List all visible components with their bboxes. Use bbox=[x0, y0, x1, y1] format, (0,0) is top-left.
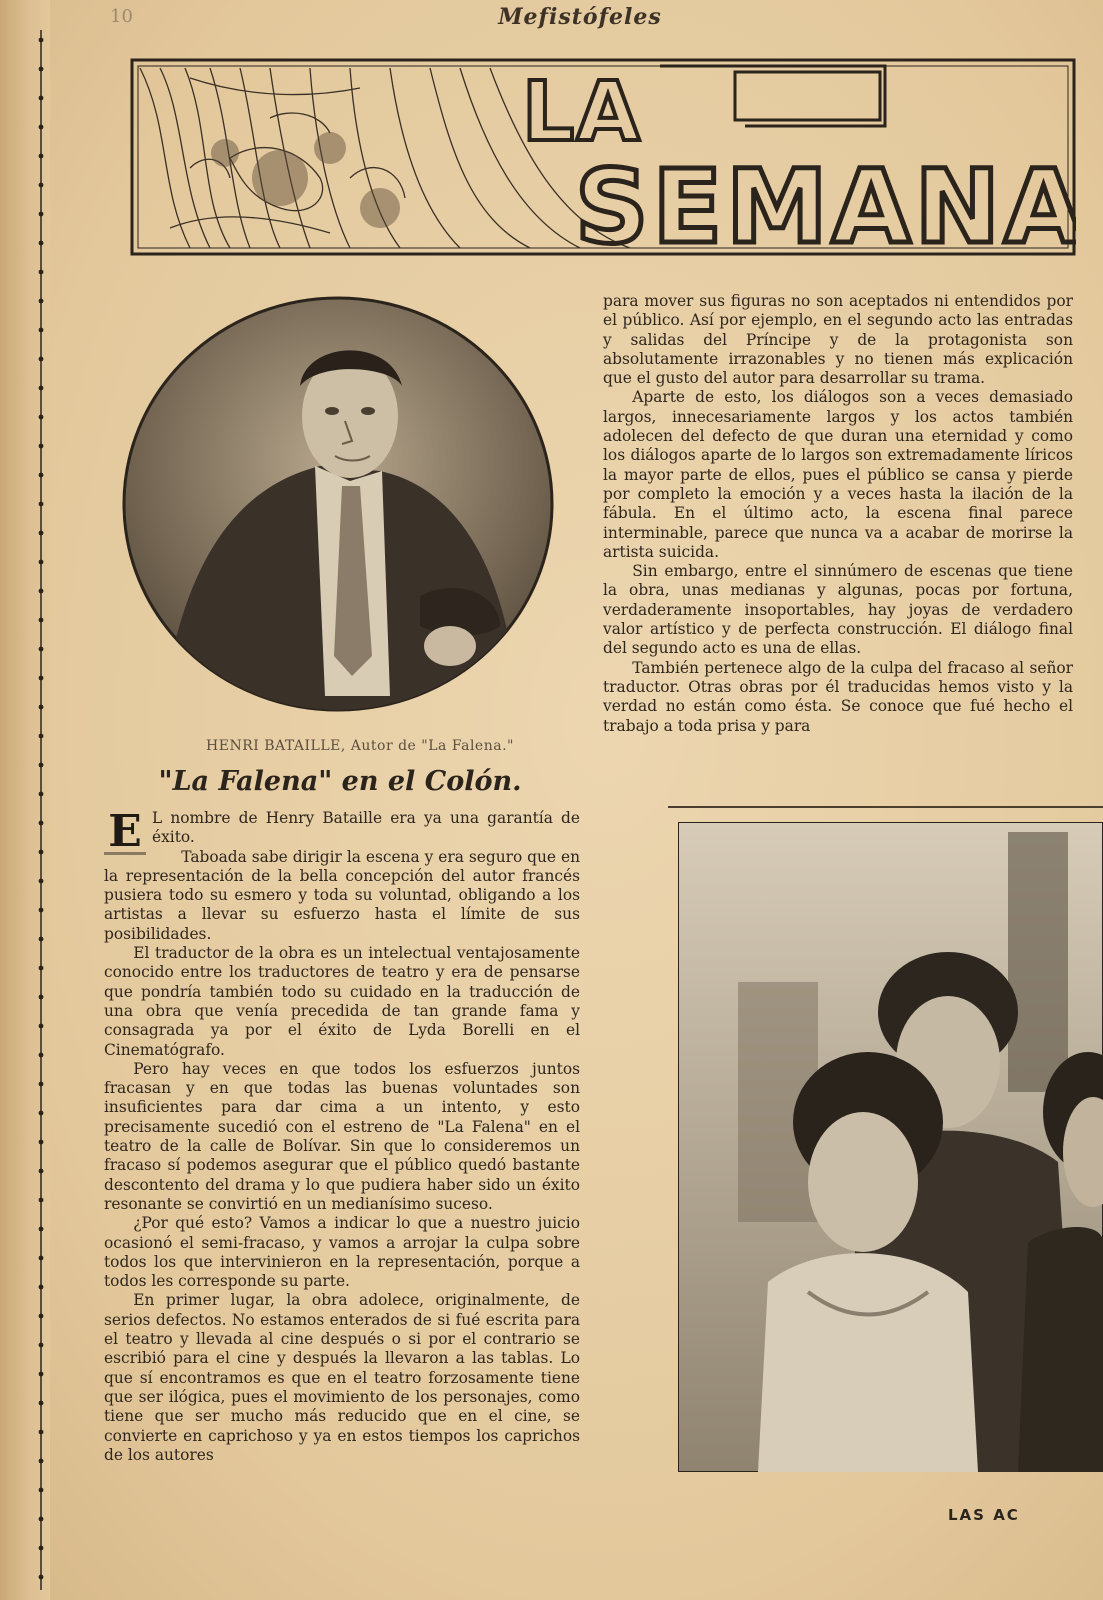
stitch-dot bbox=[39, 560, 44, 565]
stitch-dot bbox=[39, 1024, 44, 1029]
photo-caption-fragment: LAS AC bbox=[948, 1506, 1020, 1524]
paragraph: En primer lugar, la obra adolece, originalmente, de serios defectos. No estamos enterados de si fué escrita para el teatro y llevada al cine después o si por el contrario se escribió para el cine y después la llevaron a las tablas. Lo que sí encontramos es que en el teatro forzosamente tiene que ser ilógica, pues el movimiento de los personajes, como tiene que ser mucho más reducido que en el cine, se convierte en caprichoso y ya en estos tiempos los caprichos de los autores bbox=[104, 1291, 580, 1464]
stitch-dot bbox=[39, 1111, 44, 1116]
stitch-dot bbox=[39, 1169, 44, 1174]
stitch-dot bbox=[39, 879, 44, 884]
stitch-dot bbox=[39, 67, 44, 72]
banner-word-la: LA bbox=[522, 65, 642, 160]
stitch-dot bbox=[39, 328, 44, 333]
stitch-dot bbox=[39, 444, 44, 449]
paragraph: ¿Por qué esto? Vamos a indicar lo que a nuestro juicio ocasionó el semi-fracaso, y vamos a arrojar la culpa sobre todos los que intervinieron en la representación, porque a todos les corresponde su parte. bbox=[104, 1214, 580, 1291]
stitch-dot bbox=[39, 154, 44, 159]
paragraph: El traductor de la obra es un intelectual ventajosamente conocido entre los traductores de teatro y era de pensarse que pondría también todo su cuidado en la traducción de una obra que venía precedida de tan grande fama y consagrada ya por el éxito de Lyda Borelli en el Cinematógrafo. bbox=[104, 944, 580, 1059]
stitch-dot bbox=[39, 850, 44, 855]
stitch-dot bbox=[39, 1459, 44, 1464]
stitch-dot bbox=[39, 96, 44, 101]
article-title: "La Falena" en el Colón. bbox=[158, 766, 522, 797]
paragraph: Pero hay veces en que todos los esfuerzos juntos fracasan y en que todas las buenas voluntades son insuficientes para dar cima a un intento, y esto precisamente sucedió con el estreno de "La Falena" en el teatro de la calle de Bolívar. Sin que lo consideremos un fracaso sí podemos asegurar que el público quedó bastante descontento del drama y lo que pudiera haber sido un éxito resonante se convirtió en un medianísimo suceso. bbox=[104, 1059, 580, 1213]
stitch-dot bbox=[39, 386, 44, 391]
drop-cap: E bbox=[104, 812, 146, 855]
binding-gutter bbox=[0, 0, 50, 1600]
stitch-dot bbox=[39, 821, 44, 826]
magazine-title: Mefistófeles bbox=[498, 4, 662, 30]
stitch-dot bbox=[39, 937, 44, 942]
stitch-dot bbox=[39, 647, 44, 652]
stitch-dot bbox=[39, 589, 44, 594]
stitch-dot bbox=[39, 1546, 44, 1551]
stitch-dot bbox=[39, 1198, 44, 1203]
stitch-dot bbox=[39, 966, 44, 971]
stitch-dot bbox=[39, 705, 44, 710]
right-column-text bbox=[603, 292, 1073, 736]
stitch-dot bbox=[39, 1401, 44, 1406]
stitch-dot bbox=[39, 415, 44, 420]
paragraph: También pertenece algo de la culpa del fracaso al señor traductor. Otras obras por él traducidas hemos visto y la verdad no están como ésta. Se conoce que fué hecho el trabajo a toda prisa y para bbox=[603, 658, 1073, 735]
stitch-dot bbox=[39, 1285, 44, 1290]
section-banner bbox=[130, 58, 1076, 262]
actresses-photo bbox=[678, 822, 1103, 1472]
stitch-dot bbox=[39, 241, 44, 246]
stitch-dot bbox=[39, 1314, 44, 1319]
stitch-dot bbox=[39, 212, 44, 217]
stitch-dot bbox=[39, 676, 44, 681]
stitch-dot bbox=[39, 125, 44, 130]
paragraph: para mover sus figuras no son aceptados ni entendidos por el público. Así por ejemplo, en el segundo acto las entradas y salidas del Príncipe y de la protagonista son absolutamente irrazonables y no tienen más explicación que el gusto del autor para desarrollar su trama. bbox=[603, 292, 1073, 388]
author-portrait bbox=[120, 296, 560, 726]
stitch-dot bbox=[39, 473, 44, 478]
stitch-dot bbox=[39, 270, 44, 275]
stitch-dot bbox=[39, 1517, 44, 1522]
stitch-dot bbox=[39, 1488, 44, 1493]
stitch-dot bbox=[39, 995, 44, 1000]
first-paragraph-text: L nombre de Henry Bataille era ya una garantía de éxito. bbox=[152, 809, 580, 847]
stitch-dot bbox=[39, 1140, 44, 1145]
actresses-photo-image bbox=[678, 822, 1103, 1472]
stitch-dot bbox=[39, 183, 44, 188]
paragraph: Sin embargo, entre el sinnúmero de escenas que tiene la obra, unas medianas y algunas, pocas por fortuna, verdaderamente insoportables, hay joyas de verdadero valor artístico y de perfecta construcción. El diálogo final del segundo acto es una de ellas. bbox=[603, 562, 1073, 658]
stitch-dot bbox=[39, 38, 44, 43]
stitch-dot bbox=[39, 908, 44, 913]
stitch-dot bbox=[39, 502, 44, 507]
stitch-dot bbox=[39, 357, 44, 362]
page-number: 10 bbox=[110, 6, 133, 27]
stitch-dot bbox=[39, 1082, 44, 1087]
portrait-caption: HENRI BATAILLE, Autor de "La Falena." bbox=[206, 738, 514, 754]
banner-word-semana: SEMANA bbox=[575, 148, 1076, 262]
portrait-photo bbox=[120, 296, 560, 726]
stitch-dot bbox=[39, 618, 44, 623]
stitch-dot bbox=[39, 1256, 44, 1261]
stitch-dot bbox=[39, 299, 44, 304]
paragraph: Taboada sabe dirigir la escena y era seguro que en la representación de la bella concepción del autor francés pusiera todo su esmero y toda su voluntad, obligando a los artistas a llevar su esfuerzo hasta el límite de sus posibilidades. bbox=[104, 847, 580, 943]
stitch-dot bbox=[39, 1430, 44, 1435]
stitch-dot bbox=[39, 792, 44, 797]
stitch-dot bbox=[39, 1053, 44, 1058]
left-column-text bbox=[104, 806, 580, 1465]
stitch-dot bbox=[39, 763, 44, 768]
stitch-dot bbox=[39, 734, 44, 739]
stitch-dot bbox=[39, 1227, 44, 1232]
banner-artwork bbox=[130, 58, 1076, 262]
stitch-dot bbox=[39, 531, 44, 536]
stitch-dot bbox=[39, 1372, 44, 1377]
paragraph: Aparte de esto, los diálogos son a veces demasiado largos, innecesariamente largos y los actos también adolecen del defecto de que duran una eternidad y como los diálogos aparte de lo largos son extremadamente líricos la mayor parte de ellos, pues el público se cansa y pierde por completo la emoción y a veces hasta la ilación de la fábula. En el último acto, la escena final parece interminable, parece que nunca va a acabar de morirse la artista suicida. bbox=[603, 388, 1073, 561]
stitch-dot bbox=[39, 1343, 44, 1348]
stitch-dot bbox=[39, 1575, 44, 1580]
binding-stitches bbox=[36, 30, 50, 1590]
first-paragraph bbox=[104, 806, 580, 857]
